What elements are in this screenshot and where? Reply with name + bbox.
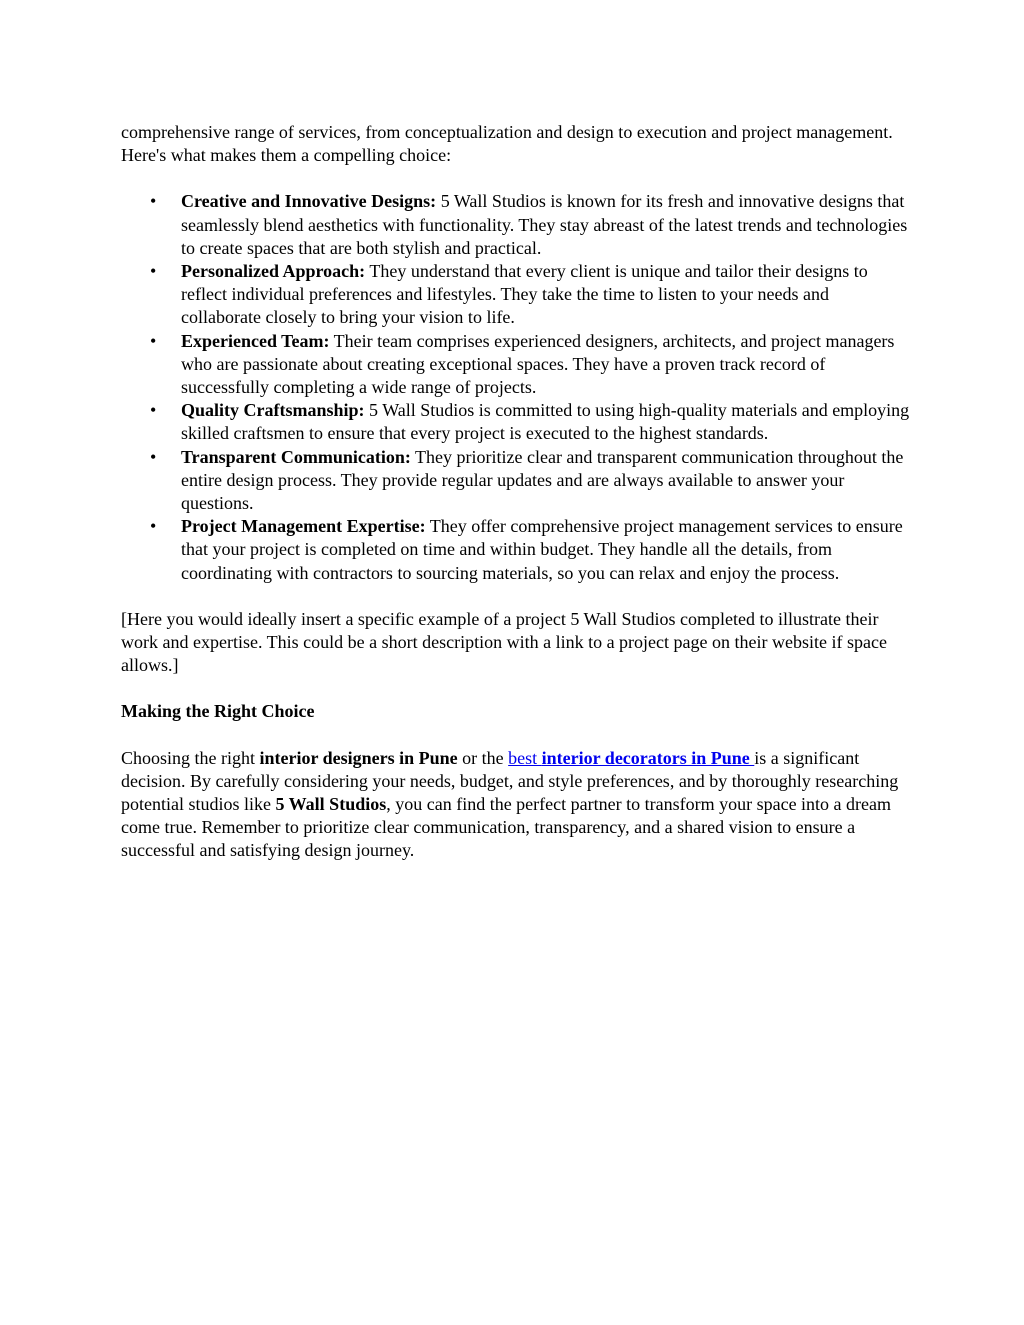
list-item xyxy=(121,190,911,260)
bullet-icon: • xyxy=(150,330,157,351)
feature-text: They prioritize clear and transparent communication throughout the entire design process. They provide regular updates and are always available to answer your questions. xyxy=(181,446,904,514)
feature-text: 5 Wall Studios is known for its fresh and innovative designs that seamlessly blend aesthetics with functionality. They stay abreast of the latest trends and technologies to create spaces that are both stylish and practical. xyxy=(181,191,908,258)
link-text-plain: best xyxy=(508,747,542,768)
keyword-5-wall-studios: 5 Wall Studios xyxy=(275,794,387,815)
list-item xyxy=(121,399,911,445)
closing-text-2: or the xyxy=(457,747,509,768)
bullet-icon: • xyxy=(150,400,157,421)
feature-text: They offer comprehensive project management services to ensure that your project is completed on time and within budget. They handle all the details, from coordinating with contractors to sourcing materials, so you can relax and enjoy the process. xyxy=(181,516,903,583)
feature-title: Experienced Team: xyxy=(181,330,330,351)
feature-title: Transparent Communication: xyxy=(181,446,411,467)
closing-text-3: is a significant decision. By carefully considering your needs, budget, and style preferences, and by thoroughly researching potential studios like xyxy=(121,747,899,815)
closing-text-1: Choosing the right xyxy=(121,747,260,768)
closing-text-4: , you can find the perfect partner to transform your space into a dream come true. Remember to prioritize clear communication, transparency, and a shared vision to ensure a successful and satisfying design journey. xyxy=(121,794,892,861)
bullet-icon: • xyxy=(150,516,157,537)
section-heading: Making the Right Choice xyxy=(121,701,315,722)
list-item xyxy=(121,446,911,516)
list-item xyxy=(121,330,911,400)
feature-title: Project Management Expertise: xyxy=(181,516,426,537)
link-text-bold: interior decorators in Pune xyxy=(541,747,755,768)
list-item xyxy=(121,515,911,585)
feature-title: Creative and Innovative Designs: xyxy=(181,191,437,212)
document-page xyxy=(121,121,911,863)
placeholder-paragraph: [Here you would ideally insert a specific example of a project 5 Wall Studios completed to illustrate their work and expertise. This could be a short description with a link to a project page on their website if space allows.] xyxy=(121,608,887,676)
feature-title: Quality Craftsmanship: xyxy=(181,400,365,421)
feature-title: Personalized Approach: xyxy=(181,261,366,282)
feature-text: They understand that every client is unique and tailor their designs to reflect individual preferences and lifestyles. They take the time to listen to your needs and collaborate closely to bring your vision to life. xyxy=(181,261,868,328)
intro-paragraph: comprehensive range of services, from conceptualization and design to execution and project management. Here's what makes them a compelling choice: xyxy=(121,122,893,166)
bullet-icon: • xyxy=(150,191,157,212)
feature-text: 5 Wall Studios is committed to using high-quality materials and employing skilled craftsmen to ensure that every project is executed to the highest standards. xyxy=(181,400,910,444)
closing-paragraph xyxy=(121,747,911,863)
feature-text: Their team comprises experienced designers, architects, and project managers who are passionate about creating exceptional spaces. They have a proven track record of successfully completing a wide range of projects. xyxy=(181,330,895,398)
bullet-icon: • xyxy=(150,446,157,467)
bullet-icon: • xyxy=(150,261,157,282)
features-list xyxy=(121,190,911,584)
keyword-interior-designers: interior designers in Pune xyxy=(259,747,458,768)
list-item xyxy=(121,260,911,330)
interior-decorators-link[interactable] xyxy=(508,748,754,768)
